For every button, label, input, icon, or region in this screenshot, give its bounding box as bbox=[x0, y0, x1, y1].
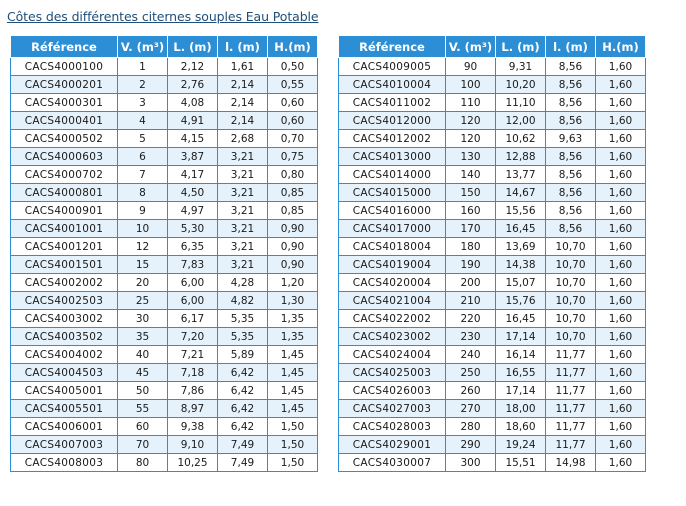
cell-height: 1,60 bbox=[596, 418, 646, 436]
table-row bbox=[11, 202, 318, 220]
cell-volume: 260 bbox=[446, 382, 496, 400]
header-height: H.(m) bbox=[596, 36, 646, 58]
cell-width: 2,14 bbox=[218, 112, 268, 130]
page-title[interactable]: Côtes des différentes citernes souples Eau Potable bbox=[7, 9, 319, 24]
cell-length: 12,88 bbox=[496, 148, 546, 166]
cell-reference: CACS4020004 bbox=[339, 274, 446, 292]
cell-volume: 45 bbox=[118, 364, 168, 382]
cell-reference: CACS4000100 bbox=[11, 58, 118, 76]
cell-volume: 280 bbox=[446, 418, 496, 436]
cell-volume: 55 bbox=[118, 400, 168, 418]
header-row bbox=[11, 36, 318, 58]
cell-width: 11,77 bbox=[546, 436, 596, 454]
cell-height: 1,60 bbox=[596, 364, 646, 382]
cell-width: 11,77 bbox=[546, 382, 596, 400]
cell-width: 8,56 bbox=[546, 76, 596, 94]
cell-height: 1,20 bbox=[268, 274, 318, 292]
table-row bbox=[339, 364, 646, 382]
cell-width: 4,28 bbox=[218, 274, 268, 292]
table-row bbox=[339, 400, 646, 418]
cell-reference: CACS4000502 bbox=[11, 130, 118, 148]
cell-length: 17,14 bbox=[496, 328, 546, 346]
table-row bbox=[11, 274, 318, 292]
cell-volume: 130 bbox=[446, 148, 496, 166]
cell-reference: CACS4000801 bbox=[11, 184, 118, 202]
cell-length: 16,14 bbox=[496, 346, 546, 364]
cell-volume: 230 bbox=[446, 328, 496, 346]
cell-length: 10,20 bbox=[496, 76, 546, 94]
cell-reference: CACS4014000 bbox=[339, 166, 446, 184]
table-row bbox=[11, 148, 318, 166]
table-row bbox=[11, 418, 318, 436]
cell-length: 6,00 bbox=[168, 274, 218, 292]
cell-volume: 25 bbox=[118, 292, 168, 310]
cell-width: 1,61 bbox=[218, 58, 268, 76]
table-row bbox=[11, 220, 318, 238]
cell-volume: 20 bbox=[118, 274, 168, 292]
cell-volume: 7 bbox=[118, 166, 168, 184]
cell-reference: CACS4018004 bbox=[339, 238, 446, 256]
table-row bbox=[11, 292, 318, 310]
cell-width: 2,14 bbox=[218, 76, 268, 94]
header-reference: Référence bbox=[11, 36, 118, 58]
cell-length: 11,10 bbox=[496, 94, 546, 112]
table-row bbox=[11, 382, 318, 400]
cell-length: 9,10 bbox=[168, 436, 218, 454]
cell-length: 2,76 bbox=[168, 76, 218, 94]
cell-reference: CACS4028003 bbox=[339, 418, 446, 436]
cell-height: 0,70 bbox=[268, 130, 318, 148]
cell-height: 1,35 bbox=[268, 310, 318, 328]
table-row bbox=[339, 310, 646, 328]
table-row bbox=[339, 328, 646, 346]
cell-reference: CACS4000301 bbox=[11, 94, 118, 112]
cell-height: 0,90 bbox=[268, 238, 318, 256]
cell-reference: CACS4006001 bbox=[11, 418, 118, 436]
cell-volume: 8 bbox=[118, 184, 168, 202]
cell-width: 6,42 bbox=[218, 382, 268, 400]
cell-volume: 300 bbox=[446, 454, 496, 472]
header-height: H.(m) bbox=[268, 36, 318, 58]
table-row bbox=[339, 148, 646, 166]
cell-length: 19,24 bbox=[496, 436, 546, 454]
cell-length: 4,17 bbox=[168, 166, 218, 184]
cell-volume: 210 bbox=[446, 292, 496, 310]
cell-length: 18,60 bbox=[496, 418, 546, 436]
cell-height: 1,60 bbox=[596, 382, 646, 400]
cell-height: 1,60 bbox=[596, 202, 646, 220]
table-row bbox=[339, 184, 646, 202]
cell-length: 18,00 bbox=[496, 400, 546, 418]
cell-width: 6,42 bbox=[218, 418, 268, 436]
table-row bbox=[339, 238, 646, 256]
cell-reference: CACS4023002 bbox=[339, 328, 446, 346]
cell-width: 3,21 bbox=[218, 202, 268, 220]
cell-height: 0,80 bbox=[268, 166, 318, 184]
cell-height: 1,60 bbox=[596, 76, 646, 94]
table-header bbox=[11, 36, 318, 58]
cell-length: 4,50 bbox=[168, 184, 218, 202]
cell-reference: CACS4015000 bbox=[339, 184, 446, 202]
cell-height: 1,60 bbox=[596, 292, 646, 310]
cell-reference: CACS4007003 bbox=[11, 436, 118, 454]
cell-width: 10,70 bbox=[546, 328, 596, 346]
cell-width: 6,42 bbox=[218, 364, 268, 382]
cell-length: 4,97 bbox=[168, 202, 218, 220]
cell-length: 4,15 bbox=[168, 130, 218, 148]
cell-height: 1,35 bbox=[268, 328, 318, 346]
cell-width: 11,77 bbox=[546, 346, 596, 364]
cell-length: 16,45 bbox=[496, 310, 546, 328]
cell-volume: 1 bbox=[118, 58, 168, 76]
cell-length: 8,97 bbox=[168, 400, 218, 418]
cell-height: 1,60 bbox=[596, 58, 646, 76]
cell-width: 2,14 bbox=[218, 94, 268, 112]
cell-width: 4,82 bbox=[218, 292, 268, 310]
cell-volume: 3 bbox=[118, 94, 168, 112]
table-row bbox=[11, 364, 318, 382]
cell-width: 3,21 bbox=[218, 184, 268, 202]
cell-length: 15,76 bbox=[496, 292, 546, 310]
cell-length: 2,12 bbox=[168, 58, 218, 76]
cell-reference: CACS4025003 bbox=[339, 364, 446, 382]
cell-reference: CACS4026003 bbox=[339, 382, 446, 400]
cell-height: 1,60 bbox=[596, 328, 646, 346]
table-header bbox=[339, 36, 646, 58]
table-row bbox=[11, 256, 318, 274]
cell-height: 0,60 bbox=[268, 94, 318, 112]
cell-length: 14,67 bbox=[496, 184, 546, 202]
cell-width: 10,70 bbox=[546, 292, 596, 310]
cell-reference: CACS4021004 bbox=[339, 292, 446, 310]
cell-volume: 100 bbox=[446, 76, 496, 94]
cell-width: 10,70 bbox=[546, 238, 596, 256]
cell-volume: 50 bbox=[118, 382, 168, 400]
table-body bbox=[339, 58, 646, 472]
cell-volume: 140 bbox=[446, 166, 496, 184]
cell-reference: CACS4016000 bbox=[339, 202, 446, 220]
cell-height: 0,85 bbox=[268, 184, 318, 202]
cell-volume: 30 bbox=[118, 310, 168, 328]
cell-width: 8,56 bbox=[546, 148, 596, 166]
cell-length: 6,35 bbox=[168, 238, 218, 256]
cell-width: 5,35 bbox=[218, 310, 268, 328]
cell-volume: 120 bbox=[446, 130, 496, 148]
cell-reference: CACS4024004 bbox=[339, 346, 446, 364]
table-row bbox=[11, 436, 318, 454]
cell-volume: 120 bbox=[446, 112, 496, 130]
cell-volume: 170 bbox=[446, 220, 496, 238]
cell-reference: CACS4001501 bbox=[11, 256, 118, 274]
cell-width: 9,63 bbox=[546, 130, 596, 148]
cell-reference: CACS4000603 bbox=[11, 148, 118, 166]
table-row bbox=[11, 310, 318, 328]
cell-reference: CACS4029001 bbox=[339, 436, 446, 454]
table-row bbox=[11, 58, 318, 76]
table-row bbox=[11, 112, 318, 130]
cell-length: 15,51 bbox=[496, 454, 546, 472]
cell-width: 8,56 bbox=[546, 58, 596, 76]
cell-volume: 270 bbox=[446, 400, 496, 418]
cell-width: 8,56 bbox=[546, 94, 596, 112]
header-length: L. (m) bbox=[168, 36, 218, 58]
cell-volume: 4 bbox=[118, 112, 168, 130]
cell-height: 1,60 bbox=[596, 148, 646, 166]
cell-volume: 70 bbox=[118, 436, 168, 454]
cell-height: 1,60 bbox=[596, 310, 646, 328]
cell-length: 7,20 bbox=[168, 328, 218, 346]
cell-reference: CACS4011002 bbox=[339, 94, 446, 112]
cell-volume: 9 bbox=[118, 202, 168, 220]
cell-height: 1,45 bbox=[268, 346, 318, 364]
cell-volume: 200 bbox=[446, 274, 496, 292]
cell-length: 15,07 bbox=[496, 274, 546, 292]
cell-height: 1,60 bbox=[596, 400, 646, 418]
cell-width: 5,89 bbox=[218, 346, 268, 364]
cell-length: 12,00 bbox=[496, 112, 546, 130]
cell-reference: CACS4008003 bbox=[11, 454, 118, 472]
cell-width: 7,49 bbox=[218, 454, 268, 472]
cell-height: 0,75 bbox=[268, 148, 318, 166]
cell-width: 10,70 bbox=[546, 256, 596, 274]
header-row bbox=[339, 36, 646, 58]
cell-height: 1,45 bbox=[268, 364, 318, 382]
cell-reference: CACS4005001 bbox=[11, 382, 118, 400]
cell-volume: 220 bbox=[446, 310, 496, 328]
table-row bbox=[11, 130, 318, 148]
cell-width: 3,21 bbox=[218, 166, 268, 184]
cell-height: 1,60 bbox=[596, 436, 646, 454]
table-row bbox=[339, 94, 646, 112]
cell-length: 10,25 bbox=[168, 454, 218, 472]
cell-height: 1,60 bbox=[596, 112, 646, 130]
cell-reference: CACS4010004 bbox=[339, 76, 446, 94]
cell-volume: 160 bbox=[446, 202, 496, 220]
cell-width: 11,77 bbox=[546, 400, 596, 418]
table-row bbox=[339, 76, 646, 94]
cell-length: 14,38 bbox=[496, 256, 546, 274]
table-row bbox=[339, 220, 646, 238]
cell-width: 11,77 bbox=[546, 418, 596, 436]
header-length: L. (m) bbox=[496, 36, 546, 58]
cell-reference: CACS4022002 bbox=[339, 310, 446, 328]
cell-width: 2,68 bbox=[218, 130, 268, 148]
table-row bbox=[11, 454, 318, 472]
cell-height: 1,50 bbox=[268, 454, 318, 472]
cell-volume: 150 bbox=[446, 184, 496, 202]
cell-length: 10,62 bbox=[496, 130, 546, 148]
cell-volume: 35 bbox=[118, 328, 168, 346]
table-row bbox=[339, 256, 646, 274]
cell-volume: 12 bbox=[118, 238, 168, 256]
cell-reference: CACS4012002 bbox=[339, 130, 446, 148]
table-row bbox=[11, 400, 318, 418]
cell-length: 5,30 bbox=[168, 220, 218, 238]
header-width: l. (m) bbox=[218, 36, 268, 58]
cell-height: 0,90 bbox=[268, 220, 318, 238]
cell-height: 0,85 bbox=[268, 202, 318, 220]
cell-volume: 190 bbox=[446, 256, 496, 274]
cell-volume: 60 bbox=[118, 418, 168, 436]
cell-volume: 110 bbox=[446, 94, 496, 112]
cell-volume: 180 bbox=[446, 238, 496, 256]
cell-length: 13,69 bbox=[496, 238, 546, 256]
cell-height: 1,30 bbox=[268, 292, 318, 310]
cell-height: 0,50 bbox=[268, 58, 318, 76]
cell-reference: CACS4013000 bbox=[339, 148, 446, 166]
cell-volume: 6 bbox=[118, 148, 168, 166]
cell-width: 7,49 bbox=[218, 436, 268, 454]
tank-table-right bbox=[338, 35, 646, 472]
cell-volume: 10 bbox=[118, 220, 168, 238]
cell-length: 15,56 bbox=[496, 202, 546, 220]
table-row bbox=[11, 166, 318, 184]
cell-length: 16,45 bbox=[496, 220, 546, 238]
cell-width: 11,77 bbox=[546, 364, 596, 382]
cell-height: 1,60 bbox=[596, 454, 646, 472]
table-row bbox=[339, 166, 646, 184]
cell-volume: 80 bbox=[118, 454, 168, 472]
cell-reference: CACS4004002 bbox=[11, 346, 118, 364]
cell-length: 3,87 bbox=[168, 148, 218, 166]
cell-width: 8,56 bbox=[546, 166, 596, 184]
cell-width: 8,56 bbox=[546, 112, 596, 130]
cell-height: 1,60 bbox=[596, 94, 646, 112]
cell-width: 3,21 bbox=[218, 148, 268, 166]
cell-volume: 5 bbox=[118, 130, 168, 148]
header-width: l. (m) bbox=[546, 36, 596, 58]
header-volume: V. (m³) bbox=[446, 36, 496, 58]
cell-reference: CACS4004503 bbox=[11, 364, 118, 382]
header-reference: Référence bbox=[339, 36, 446, 58]
cell-reference: CACS4017000 bbox=[339, 220, 446, 238]
cell-reference: CACS4000901 bbox=[11, 202, 118, 220]
cell-width: 3,21 bbox=[218, 220, 268, 238]
table-row bbox=[339, 454, 646, 472]
cell-width: 14,98 bbox=[546, 454, 596, 472]
table-row bbox=[11, 328, 318, 346]
cell-height: 1,60 bbox=[596, 184, 646, 202]
table-row bbox=[339, 202, 646, 220]
cell-length: 16,55 bbox=[496, 364, 546, 382]
cell-width: 3,21 bbox=[218, 238, 268, 256]
cell-reference: CACS4003002 bbox=[11, 310, 118, 328]
cell-width: 10,70 bbox=[546, 310, 596, 328]
cell-width: 8,56 bbox=[546, 202, 596, 220]
cell-height: 1,50 bbox=[268, 418, 318, 436]
cell-length: 6,00 bbox=[168, 292, 218, 310]
tank-table-left bbox=[10, 35, 318, 472]
cell-volume: 2 bbox=[118, 76, 168, 94]
cell-height: 1,60 bbox=[596, 166, 646, 184]
cell-width: 6,42 bbox=[218, 400, 268, 418]
cell-length: 9,31 bbox=[496, 58, 546, 76]
table-row bbox=[339, 346, 646, 364]
table-row bbox=[339, 436, 646, 454]
cell-length: 7,83 bbox=[168, 256, 218, 274]
table-row bbox=[11, 346, 318, 364]
cell-volume: 90 bbox=[446, 58, 496, 76]
cell-height: 1,60 bbox=[596, 274, 646, 292]
cell-height: 1,60 bbox=[596, 238, 646, 256]
table-row bbox=[339, 274, 646, 292]
table-row bbox=[339, 292, 646, 310]
table-row bbox=[11, 238, 318, 256]
cell-reference: CACS4002002 bbox=[11, 274, 118, 292]
cell-length: 17,14 bbox=[496, 382, 546, 400]
cell-width: 8,56 bbox=[546, 184, 596, 202]
cell-height: 0,55 bbox=[268, 76, 318, 94]
cell-reference: CACS4009005 bbox=[339, 58, 446, 76]
table-row bbox=[339, 382, 646, 400]
table-row bbox=[339, 418, 646, 436]
cell-reference: CACS4002503 bbox=[11, 292, 118, 310]
table-body bbox=[11, 58, 318, 472]
cell-height: 0,90 bbox=[268, 256, 318, 274]
cell-height: 1,45 bbox=[268, 400, 318, 418]
cell-width: 3,21 bbox=[218, 256, 268, 274]
cell-length: 7,86 bbox=[168, 382, 218, 400]
table-row bbox=[11, 184, 318, 202]
cell-reference: CACS4030007 bbox=[339, 454, 446, 472]
table-row bbox=[339, 58, 646, 76]
cell-reference: CACS4001001 bbox=[11, 220, 118, 238]
cell-length: 7,21 bbox=[168, 346, 218, 364]
cell-length: 7,18 bbox=[168, 364, 218, 382]
cell-length: 6,17 bbox=[168, 310, 218, 328]
cell-volume: 250 bbox=[446, 364, 496, 382]
cell-reference: CACS4000201 bbox=[11, 76, 118, 94]
cell-height: 1,60 bbox=[596, 256, 646, 274]
cell-height: 1,60 bbox=[596, 346, 646, 364]
table-row bbox=[11, 94, 318, 112]
header-volume: V. (m³) bbox=[118, 36, 168, 58]
table-row bbox=[11, 76, 318, 94]
cell-reference: CACS4000401 bbox=[11, 112, 118, 130]
cell-volume: 240 bbox=[446, 346, 496, 364]
cell-reference: CACS4012000 bbox=[339, 112, 446, 130]
cell-length: 4,91 bbox=[168, 112, 218, 130]
cell-length: 9,38 bbox=[168, 418, 218, 436]
cell-reference: CACS4019004 bbox=[339, 256, 446, 274]
cell-volume: 40 bbox=[118, 346, 168, 364]
cell-reference: CACS4027003 bbox=[339, 400, 446, 418]
cell-width: 10,70 bbox=[546, 274, 596, 292]
cell-volume: 290 bbox=[446, 436, 496, 454]
cell-height: 1,60 bbox=[596, 220, 646, 238]
cell-reference: CACS4005501 bbox=[11, 400, 118, 418]
cell-width: 5,35 bbox=[218, 328, 268, 346]
table-row bbox=[339, 112, 646, 130]
cell-length: 13,77 bbox=[496, 166, 546, 184]
cell-height: 1,60 bbox=[596, 130, 646, 148]
cell-reference: CACS4001201 bbox=[11, 238, 118, 256]
table-row bbox=[339, 130, 646, 148]
cell-length: 4,08 bbox=[168, 94, 218, 112]
cell-height: 1,45 bbox=[268, 382, 318, 400]
cell-height: 1,50 bbox=[268, 436, 318, 454]
cell-height: 0,60 bbox=[268, 112, 318, 130]
cell-reference: CACS4003502 bbox=[11, 328, 118, 346]
cell-reference: CACS4000702 bbox=[11, 166, 118, 184]
cell-volume: 15 bbox=[118, 256, 168, 274]
cell-width: 8,56 bbox=[546, 220, 596, 238]
